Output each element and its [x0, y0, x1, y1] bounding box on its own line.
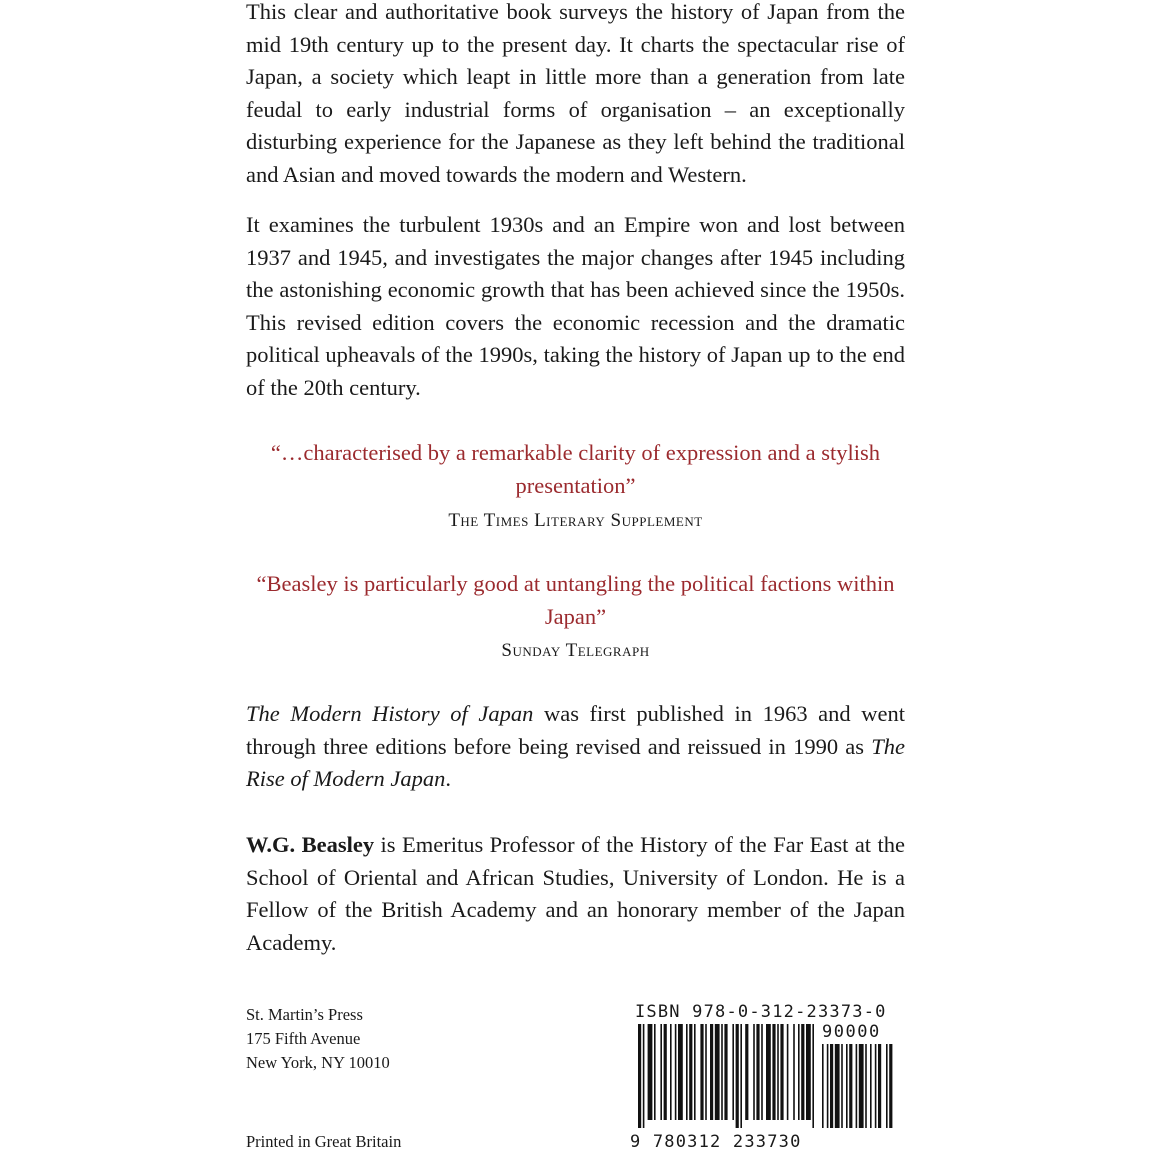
- barcode-bar: [638, 1024, 641, 1128]
- author-bio-text: is Emeritus Professor of the History of the Far East at the School of Oriental and African Studies, University of London. He is a Fellow of the British Academy and an honorary member of the Japan Academy.: [246, 832, 905, 955]
- barcode-bar: [756, 1024, 759, 1120]
- publisher-street: 175 Fifth Avenue: [246, 1029, 361, 1048]
- isbn-label: ISBN 978-0-312-23373-0: [635, 1002, 887, 1022]
- author-bio: [246, 829, 905, 959]
- barcode-bar: [654, 1024, 656, 1120]
- barcode-addon-bar: [830, 1044, 833, 1128]
- barcode-bar: [686, 1024, 688, 1120]
- barcode-addon-bar: [886, 1044, 888, 1128]
- printed-in-note: Printed in Great Britain: [246, 1132, 402, 1151]
- barcode-bar: [766, 1024, 771, 1120]
- barcode-bar: [689, 1024, 692, 1120]
- barcode-addon-bar: [822, 1044, 824, 1128]
- barcode-bar: [724, 1024, 727, 1120]
- barcode-bar: [678, 1024, 683, 1120]
- barcode-bar: [793, 1024, 795, 1120]
- publisher-name: St. Martin’s Press: [246, 1005, 363, 1024]
- barcode-bar: [772, 1024, 775, 1120]
- barcode-bar: [664, 1024, 667, 1120]
- barcode-bar: [648, 1024, 653, 1120]
- author-name: W.G. Beasley: [246, 832, 375, 857]
- barcode-bar: [777, 1024, 779, 1120]
- barcode-addon-bar: [875, 1044, 877, 1128]
- barcode-bar: [670, 1024, 672, 1120]
- barcode-addon-bar: [849, 1044, 852, 1128]
- price-code: 90000: [822, 1022, 881, 1042]
- barcode-bar: [715, 1024, 720, 1120]
- review-source-1: The Times Literary Supplement: [448, 510, 703, 531]
- publisher-address: [246, 1003, 390, 1075]
- barcode-bar: [732, 1024, 734, 1120]
- barcode-addon-bar: [859, 1044, 864, 1128]
- barcode-bar: [787, 1024, 789, 1120]
- barcode-bar: [753, 1024, 755, 1120]
- barcode-addon-bar: [827, 1044, 829, 1128]
- barcode-bar: [761, 1024, 763, 1120]
- publisher-city: New York, NY 10010: [246, 1053, 390, 1072]
- barcode-addon-bar: [846, 1044, 848, 1128]
- barcode-bar: [700, 1024, 703, 1120]
- barcode-addon-bar: [889, 1044, 892, 1128]
- barcode-bar: [801, 1024, 804, 1120]
- barcode-bar: [675, 1024, 677, 1120]
- barcode-bar: [660, 1024, 662, 1120]
- barcode-addon-bar: [878, 1044, 881, 1128]
- barcode-addon-bar: [835, 1044, 840, 1128]
- book-title-revised: The Rise of Modern Japan: [246, 733, 905, 792]
- barcode-bar: [740, 1024, 742, 1128]
- barcode-bar: [780, 1024, 783, 1120]
- publication-note-end: .: [445, 766, 451, 792]
- review-source-2: Sunday Telegraph: [501, 640, 650, 661]
- publication-note-text: was first published in 1963 and went through three editions before being revised and reissued in 1990 as: [246, 701, 905, 759]
- book-title-original: The Modern History of Japan: [246, 701, 534, 726]
- barcode-addon-bar: [841, 1044, 843, 1128]
- barcode-addon-bar: [856, 1044, 858, 1128]
- barcode-bar: [736, 1024, 739, 1128]
- barcode-bar: [710, 1024, 713, 1120]
- review-quote-1: “…characterised by a remarkable clarity of expression and a stylish presentation”: [270, 440, 881, 498]
- barcode-bar: [798, 1024, 800, 1120]
- review-quote-2: “Beasley is particularly good at untangling the political factions within Japan”: [256, 571, 895, 629]
- barcode-bar: [806, 1024, 811, 1120]
- barcode-bar: [694, 1024, 696, 1120]
- barcode-icon: [632, 1024, 900, 1132]
- ean-digits: 9 780312 233730: [630, 1132, 802, 1152]
- barcode-bar: [643, 1024, 645, 1128]
- barcode-bar: [812, 1024, 814, 1128]
- blurb-paragraph-1: This clear and authoritative book surveys the history of Japan from the mid 19th century up to the present day. It charts the spectacular rise of Japan, a society which leapt in little more than a generation from late feudal to early industrial forms of organisation – an exceptionally disturbing experience for the Japanese as they left behind the traditional and Asian and moved towards the modern and Western.: [246, 0, 905, 187]
- blurb-paragraph-2: It examines the turbulent 1930s and an Empire won and lost between 1937 and 1945, and investigates the major changes after 1945 including the astonishing economic growth that has been achieved since the 1950s. This revised edition covers the economic recession and the dramatic political upheavals of the 1990s, taking the history of Japan up to the end of the 20th century.: [246, 212, 905, 400]
- barcode-bar: [745, 1024, 748, 1120]
- barcode-addon-bar: [865, 1044, 867, 1128]
- barcode-addon-bar: [870, 1044, 872, 1128]
- barcode-bar: [705, 1024, 707, 1120]
- publication-note: [246, 698, 905, 796]
- barcode-bar: [721, 1024, 723, 1120]
